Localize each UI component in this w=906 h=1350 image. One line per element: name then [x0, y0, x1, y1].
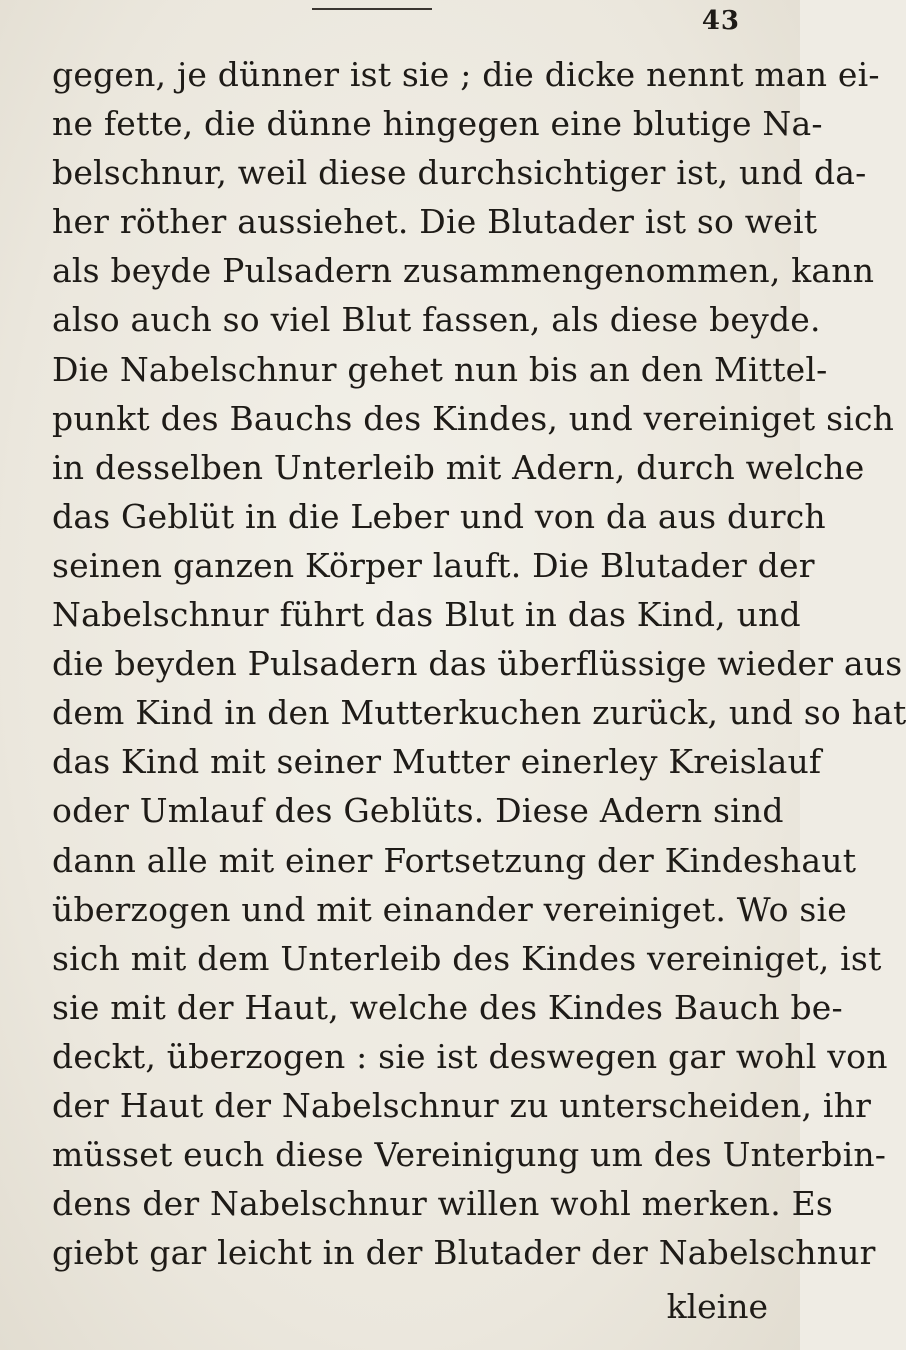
- text-line: dem Kind in den Mutterkuchen zurück, und so hat: [52, 693, 906, 733]
- text-line: sie mit der Haut, welche des Kindes Bauch be-: [52, 987, 843, 1027]
- text-line: überzogen und mit einander vereiniget. Wo sie: [52, 889, 848, 929]
- text-line: also auch so viel Blut fassen, als diese beyde.: [52, 300, 821, 340]
- text-line: Nabelschnur führt das Blut in das Kind, und: [52, 595, 801, 635]
- text-line: das Kind mit seiner Mutter einerley Kreislauf: [52, 742, 822, 782]
- page-number: 43: [701, 6, 740, 36]
- text-line: seinen ganzen Körper lauft. Die Blutader der: [52, 545, 815, 585]
- text-line: die beyden Pulsadern das überflüssige wieder aus: [52, 644, 903, 684]
- text-line: dens der Nabelschnur willen wohl merken. Es: [52, 1184, 834, 1224]
- text-line: sich mit dem Unterleib des Kindes vereiniget, ist: [52, 938, 882, 978]
- text-line: her röther aussiehet. Die Blutader ist so weit: [52, 202, 818, 242]
- text-line: das Geblüt in die Leber und von da aus durch: [52, 496, 826, 536]
- text-line: belschnur, weil diese durchsichtiger ist, und da-: [52, 153, 867, 193]
- body-text: [52, 50, 906, 1277]
- text-line: müsset euch diese Vereinigung um des Unterbin-: [52, 1135, 887, 1175]
- catchword: kleine: [666, 1287, 768, 1326]
- text-line: gegen, je dünner ist sie ; die dicke nennt man ei-: [52, 55, 880, 94]
- text-line: giebt gar leicht in der Blutader der Nabelschnur: [52, 1233, 876, 1273]
- text-line: in desselben Unterleib mit Adern, durch welche: [52, 447, 865, 487]
- header-rule: [312, 8, 432, 10]
- text-line: ne fette, die dünne hingegen eine blutige Na-: [52, 104, 823, 144]
- text-line: als beyde Pulsadern zusammengenommen, kann: [52, 251, 875, 291]
- text-line: Die Nabelschnur gehet nun bis an den Mittel-: [52, 349, 828, 389]
- text-line: der Haut der Nabelschnur zu unterscheiden, ihr: [52, 1085, 872, 1125]
- text-line: deckt, überzogen : sie ist deswegen gar wohl von: [52, 1036, 888, 1076]
- text-line: oder Umlauf des Geblüts. Diese Adern sind: [52, 791, 784, 831]
- text-line: dann alle mit einer Fortsetzung der Kindeshaut: [52, 840, 857, 880]
- text-line: punkt des Bauchs des Kindes, und vereiniget sich: [52, 398, 895, 438]
